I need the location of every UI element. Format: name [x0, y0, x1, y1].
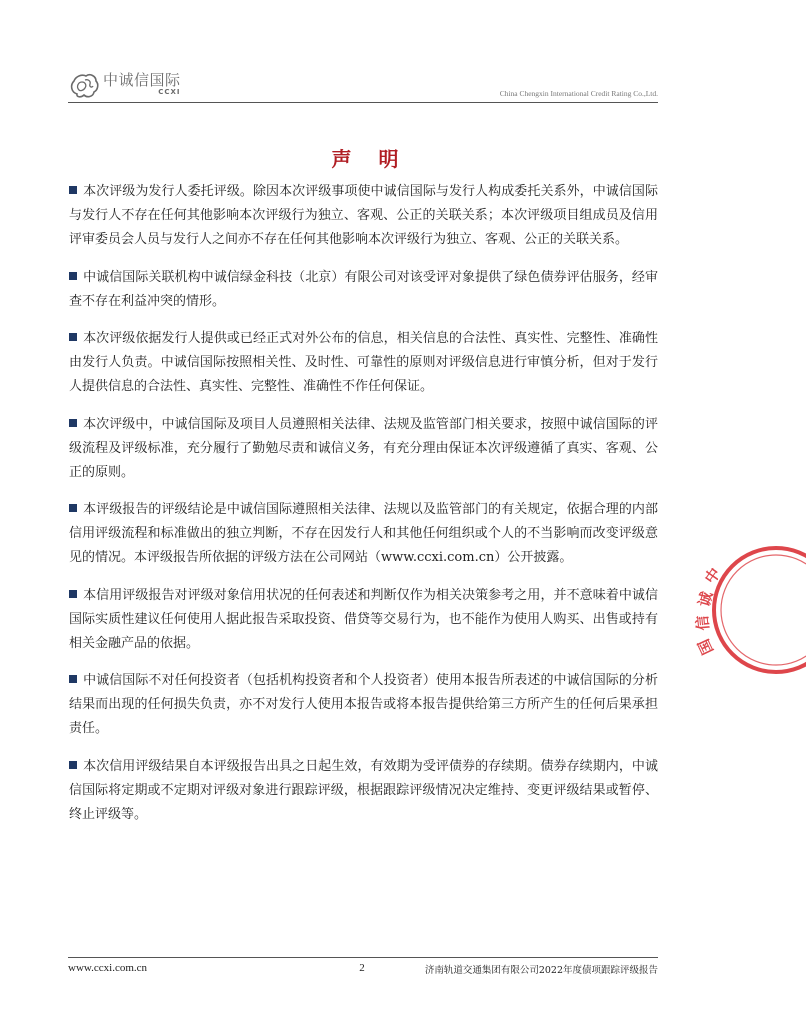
square-bullet-icon	[69, 590, 77, 598]
footer-website: www.ccxi.com.cn	[68, 962, 148, 974]
logo-english-name: CCXI	[158, 88, 181, 96]
page-number: 2	[359, 962, 365, 974]
paragraph-text: 本次评级为发行人委托评级。除因本次评级事项使中诚信国际与发行人构成委托关系外，中诚信国际与发行人不存在任何其他影响本次评级行为独立、客观、公正的关联关系；本次评级项目组成员及信用评审委员会人员与发行人之间亦不存在任何其他影响本次评级行为独立、客观、公正的关联关系。	[69, 184, 658, 247]
statement-paragraph-2	[69, 266, 658, 314]
paragraph-text: 中诚信国际不对任何投资者（包括机构投资者和个人投资者）使用本报告所表述的中诚信国际的分析结果而出现的任何损失负责，亦不对发行人使用本报告或将本报告提供给第三方所产生的任何后果承担责任。	[69, 673, 658, 736]
square-bullet-icon	[69, 333, 77, 341]
square-bullet-icon	[69, 504, 77, 512]
paragraph-text: 中诚信国际关联机构中诚信绿金科技（北京）有限公司对该受评对象提供了绿色债券评估服务，经审查不存在利益冲突的情形。	[69, 269, 658, 309]
svg-text:诚: 诚	[694, 589, 717, 609]
square-bullet-icon	[69, 675, 77, 683]
square-bullet-icon	[69, 761, 77, 769]
statement-paragraph-6	[69, 584, 658, 656]
statement-paragraph-3	[69, 327, 658, 399]
square-bullet-icon	[69, 272, 77, 280]
page-header	[68, 70, 658, 102]
statement-paragraph-5	[69, 498, 658, 570]
footer-divider	[68, 957, 658, 958]
footer-report-title: 济南轨道交通集团有限公司2022年度债项跟踪评级报告	[424, 965, 658, 976]
svg-text:信: 信	[693, 614, 713, 632]
statement-paragraph-1	[69, 180, 658, 252]
statement-body	[69, 180, 658, 840]
paragraph-text: 本次信用评级结果自本评级报告出具之日起生效，有效期为受评债券的存续期。债券存续期内，中诚信国际将定期或不定期对评级对象进行跟踪评级，根据跟踪评级情况决定维持、变更评级结果或暂停、终止评级等。	[69, 758, 658, 822]
statement-paragraph-7	[69, 669, 658, 741]
svg-text:中: 中	[701, 564, 725, 588]
page-title: 声 明	[331, 147, 409, 171]
statement-paragraph-8	[69, 755, 658, 827]
svg-text:国: 国	[694, 636, 718, 658]
header-divider	[68, 102, 658, 103]
ccxi-logo	[68, 70, 181, 100]
paragraph-text: 本次评级依据发行人提供或已经正式对外公布的信息，相关信息的合法性、真实性、完整性、准确性由发行人负责。中诚信国际按照相关性、及时性、可靠性的原则对评级信息进行审慎分析，但对于发行人提供信息的合法性、真实性、完整性、准确性不作任何保证。	[69, 331, 658, 394]
company-english-name: China Chengxin International Credit Rating Co.,Ltd.	[499, 89, 658, 98]
paragraph-text: 本次评级中，中诚信国际及项目人员遵照相关法律、法规及监管部门相关要求，按照中诚信国际的评级流程及评级标准，充分履行了勤勉尽责和诚信义务，有充分理由保证本次评级遵循了真实、客观、公正的原则。	[69, 416, 658, 480]
company-seal-stamp	[693, 540, 806, 680]
paragraph-text: 本信用评级报告对评级对象信用状况的任何表述和判断仅作为相关决策参考之用，并不意味着中诚信国际实质性建议任何使用人据此报告采取投资、借贷等交易行为，也不能作为使用人购买、出售或持有相关金融产品的依据。	[69, 587, 658, 651]
statement-paragraph-4	[69, 413, 658, 485]
square-bullet-icon	[69, 419, 77, 427]
square-bullet-icon	[69, 186, 77, 194]
logo-chinese-name: 中诚信国际	[103, 71, 181, 89]
ccxi-logo-icon	[68, 70, 100, 100]
paragraph-text: 本评级报告的评级结论是中诚信国际遵照相关法律、法规以及监管部门的有关规定，依据合理的内部信用评级流程和标准做出的独立判断，不存在因发行人和其他任何组织或个人的不当影响而改变评级意见的情况。本评级报告所依据的评级方法在公司网站（www.ccxi.com.cn）公开披露。	[69, 502, 658, 565]
